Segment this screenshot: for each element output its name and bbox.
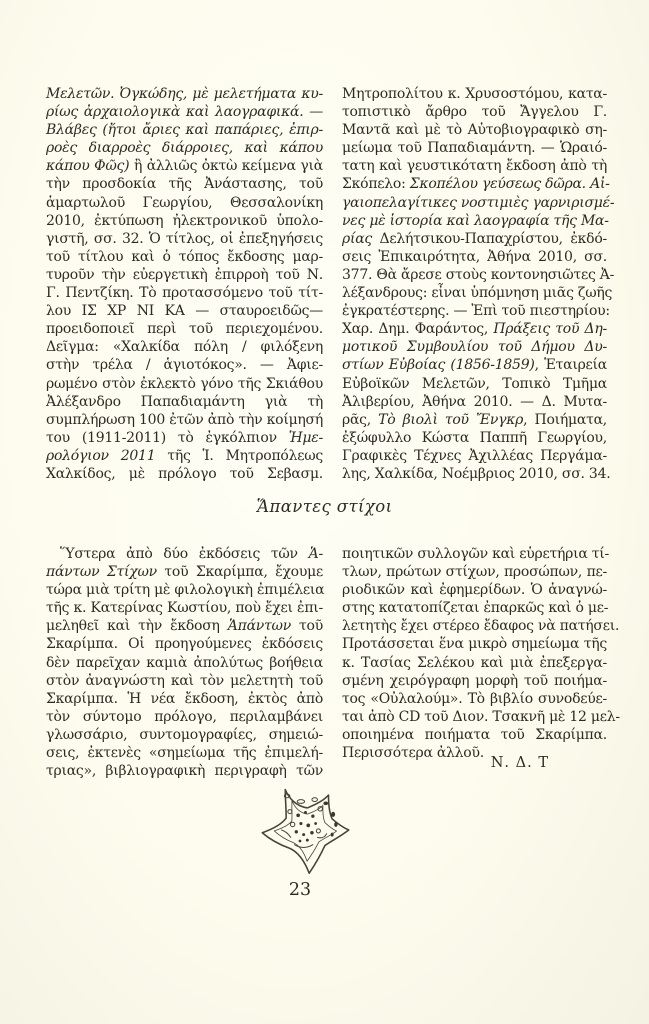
section2-right-column xyxy=(342,545,620,762)
text-segment: οποιημένα ποιήματα τοῦ Σκαρίμπα. xyxy=(342,726,607,743)
text-line xyxy=(342,447,607,465)
text-segment: Προτάσσεται ἕνα μικρὸ σημείωμα τῆς xyxy=(342,636,607,653)
text-segment: Χαλκίδος, μὲ πρόλογο τοῦ Σεβασμ. xyxy=(46,465,323,482)
text-segment: Μητροπολίτου κ. Χρυσοστόμου, κατα- xyxy=(342,86,607,102)
section-heading: Ἅπαντες στίχοι xyxy=(256,497,393,516)
text-line xyxy=(342,465,611,483)
text-line xyxy=(342,599,607,617)
text-line xyxy=(46,212,323,230)
text-segment: τριας», βιβλιογραφικὴ περιγραφὴ τῶν xyxy=(46,763,323,780)
text-line xyxy=(342,157,607,175)
text-line xyxy=(342,356,607,374)
text-line xyxy=(46,617,323,635)
text-line xyxy=(342,212,607,230)
text-line xyxy=(342,690,607,708)
text-line xyxy=(46,429,323,447)
text-segment: Δελήτσικου-Παπαχρίστου, ἐκδό- xyxy=(372,230,607,247)
italic-text-segment: ρολόγιον 2011 xyxy=(46,447,156,464)
text-line xyxy=(342,708,620,726)
text-line xyxy=(46,284,323,302)
text-segment: τὸν σύντομο πρόλογο, περιλαμβάνει xyxy=(46,708,323,725)
text-segment: ἐγκρατέστερης. — Ἐπὶ τοῦ πιεστηρίου: xyxy=(342,303,610,320)
italic-text-segment: πάντων Στίχων xyxy=(46,564,157,581)
text-line xyxy=(46,121,323,139)
text-line xyxy=(46,85,323,103)
text-line xyxy=(46,563,323,581)
text-line xyxy=(342,194,615,212)
text-line xyxy=(46,194,323,212)
text-line xyxy=(46,320,323,338)
text-segment: λης, Χαλκίδα, Νοέμβριος 2010, σσ. 34. xyxy=(342,465,611,482)
text-line xyxy=(342,230,607,248)
text-segment: ρωμένο στὸν ἐκλεκτὸ γόνο τῆς Σκιάθου xyxy=(46,375,323,392)
italic-text-segment: γαιοπελαγίτικες νοστιμιὲς γαρνιρισμέ- xyxy=(342,194,615,211)
text-segment: τοῦ Σκαρίμπα, ἔχουμε xyxy=(156,564,323,581)
text-segment: τοῦ τίτλου καὶ ὁ τόπος ἔκδοσης μαρ- xyxy=(46,248,323,265)
text-segment: τῆς κ. Κατερίνας Κωστίου, ποὺ ἔχει ἐπι- xyxy=(46,600,323,617)
text-line xyxy=(46,465,323,483)
text-line xyxy=(342,175,610,193)
text-line xyxy=(342,121,607,139)
text-line xyxy=(46,356,323,374)
text-line xyxy=(342,726,607,744)
text-segment: ποιητικῶν συλλογῶν καὶ εὑρετήρια τί- xyxy=(342,546,609,562)
text-line xyxy=(342,635,607,653)
text-line xyxy=(342,320,607,338)
text-line xyxy=(46,599,323,617)
text-line xyxy=(46,248,323,266)
italic-text-segment: στίων Εὐβοίας (1856-1859) xyxy=(342,357,535,374)
section1-right-column xyxy=(342,85,615,483)
text-line xyxy=(342,139,607,157)
text-line xyxy=(46,230,323,248)
text-segment: γιστῆ, σσ. 32. Ὁ τίτλος, οἱ ἐπεξηγήσεις xyxy=(46,230,323,247)
text-line xyxy=(46,690,323,708)
text-segment: Χαρ. Δημ. Φαράντος, xyxy=(342,321,494,338)
page-number: 23 xyxy=(288,880,312,900)
text-line xyxy=(46,708,323,726)
italic-text-segment: νες μὲ ἱστορία καὶ λαογραφία τῆς Μα- xyxy=(342,212,609,229)
text-line xyxy=(46,762,323,780)
text-segment: μείωμα τοῦ Παπαδιαμάντη. — Ὡραιό- xyxy=(342,140,607,157)
text-line xyxy=(46,545,323,563)
italic-text-segment: ρίως ἀρχαιολογικὰ καὶ λαογραφικά. — xyxy=(46,104,323,121)
text-segment: Ἀλέξανδρο Παπαδιαμάντη γιὰ τὴ xyxy=(46,393,323,410)
author-initials: Ν. Δ. Τ xyxy=(490,755,549,771)
text-line xyxy=(46,672,323,690)
text-segment: Δεῖγμα: «Χαλκίδα πόλη / φιλόξενη xyxy=(46,339,323,356)
text-segment: Γραφικὲς Τέχνες Ἀχιλλέας Περγάμα- xyxy=(342,447,607,464)
italic-text-segment: Πράξεις τοῦ Δη- xyxy=(493,321,607,338)
text-segment: , Ποιήματα, xyxy=(523,411,607,428)
text-line xyxy=(46,103,323,121)
text-line xyxy=(46,175,323,193)
italic-text-segment: Ἡμε- xyxy=(288,429,323,446)
text-segment: σμένη χειρόγραφη μορφὴ τοῦ ποιήμα- xyxy=(342,672,607,689)
text-line xyxy=(46,157,323,175)
italic-text-segment: Σκοπέλου γεύσεως δῶρα. Αἰ- xyxy=(409,176,610,193)
text-segment: λετητὴς ἔχει στέρεο ἔδαφος νὰ πατήσει. xyxy=(342,618,620,635)
section1-left-column xyxy=(46,85,323,483)
text-segment: ρᾶς, xyxy=(342,411,379,428)
italic-text-segment: ροὲς διαρροὲς διάρροιες, καὶ κάπου xyxy=(46,140,323,157)
text-segment: τατη καὶ γευστικότατη ἔκδοση ἀπὸ τὴ xyxy=(342,158,607,175)
text-line xyxy=(46,654,323,672)
text-segment: τοῦ xyxy=(290,618,323,635)
text-segment: τῆς Ἱ. Μητροπόλεως xyxy=(155,447,323,464)
text-segment: Σκαρίμπα. Οἱ προηγούμενες ἐκδόσεις xyxy=(46,636,323,653)
text-segment: τυροῦν τὴν εὐεργετικὴ ἐπιρροὴ τοῦ Ν. xyxy=(46,266,323,283)
text-line xyxy=(46,726,323,744)
text-line xyxy=(46,393,323,411)
text-line xyxy=(46,302,323,320)
text-segment: Μαντᾶ καὶ μὲ τὸ Αὐτοβιογραφικὸ ση- xyxy=(342,122,607,139)
text-segment: σεις Ἐπικαιρότητα, Ἀθήνα 2010, σσ. xyxy=(342,248,607,265)
text-segment: στὴν τρέλα / ἁγιοτόκος». — Ἀφιε- xyxy=(46,357,323,374)
section2-left-column xyxy=(46,545,323,780)
text-line xyxy=(342,411,607,429)
text-line xyxy=(342,266,615,284)
text-segment: τος «Οὐλαλούμ». Τὸ βιβλίο συνοδεύε- xyxy=(342,690,607,707)
text-line xyxy=(342,248,607,266)
text-line xyxy=(342,672,607,690)
text-segment: Ἀλιβερίου, Ἀθήνα 2010. — Δ. Μυτα- xyxy=(342,393,607,410)
text-segment: Σκόπελο: xyxy=(342,176,410,193)
text-line xyxy=(46,375,323,393)
text-segment: συμπλήρωση 100 ἐτῶν ἀπὸ τὴν κοίμησή xyxy=(46,411,323,428)
text-segment: στης κατατοπίζεται ἐπαρκῶς καὶ ὁ με- xyxy=(342,600,609,617)
text-segment: μεληθεῖ καὶ τὴν ἔκδοση xyxy=(46,618,228,635)
text-segment: τὴν προσδοκία τῆς Ἀνάστασης, τοῦ xyxy=(46,176,323,193)
text-segment: κ. Τασίας Σελέκου καὶ μιὰ ἐπεξεργα- xyxy=(342,654,607,671)
text-line xyxy=(342,429,607,447)
italic-text-segment: μοτικοῦ Συμβουλίου τοῦ Δήμου Δυ- xyxy=(342,339,607,356)
text-line xyxy=(342,563,607,581)
text-segment: 2010, ἐκτύπωση ἠλεκτρονικοῦ ὑπολο- xyxy=(46,212,323,229)
text-line xyxy=(342,85,607,103)
text-segment: τλων, πρώτων στίχων, προσώπων, πε- xyxy=(342,564,607,581)
text-segment: γλωσσάριο, συντομογραφίες, σημειώ- xyxy=(46,726,323,743)
italic-text-segment: ρίας xyxy=(342,230,373,247)
text-segment: Σκαρίμπα. Ἡ νέα ἔκδοση, ἐκτὸς ἀπὸ xyxy=(46,690,323,707)
text-segment: Γ. Πεντζίκη. Τὸ προτασσόμενο τοῦ τίτ- xyxy=(46,285,323,302)
text-segment: λου ΙΣ ΧΡ ΝΙ ΚΑ — σταυροειδῶς— xyxy=(46,303,323,320)
text-line xyxy=(342,302,610,320)
text-line xyxy=(342,284,613,302)
text-line xyxy=(342,654,607,672)
text-segment: ται ἀπὸ CD τοῦ Διον. Τσακνῆ μὲ 12 μελ- xyxy=(342,708,620,725)
text-line xyxy=(342,617,620,635)
text-segment: 377. Θὰ ἄρεσε στοὺς κοντονησιῶτες Ἀ- xyxy=(342,266,615,283)
text-line xyxy=(46,635,323,653)
text-segment: τώρα μιὰ τρίτη μὲ φιλολογικὴ ἐπιμέλεια xyxy=(46,582,325,599)
italic-text-segment: Βλάβες (ἤτοι ἄριες καὶ παπάριες, ἐπιρ- xyxy=(46,122,323,139)
italic-text-segment: Τὸ βιολὶ τοῦ Ἔνγκρ xyxy=(378,411,524,428)
text-line xyxy=(342,393,607,411)
text-line xyxy=(342,338,607,356)
text-segment: Εὐβοϊκῶν Μελετῶν, Τοπικὸ Τμῆμα xyxy=(342,375,607,392)
text-segment: προειδοποιεῖ περὶ τοῦ περιεχομένου. xyxy=(46,321,323,338)
text-line xyxy=(342,581,607,599)
text-line xyxy=(46,266,323,284)
text-line xyxy=(46,447,323,465)
text-segment: Περισσότερα ἀλλοῦ. xyxy=(342,745,484,762)
text-segment: , Ἑταιρεία xyxy=(534,357,607,374)
text-segment: λέξανδρους: εἶναι ὑπόμνηση μιᾶς ζωῆς xyxy=(342,285,613,302)
text-segment: ἢ ἀλλιῶς ὀκτὼ κείμενα γιὰ xyxy=(129,158,323,175)
text-line xyxy=(46,139,323,157)
text-segment: ριοδικῶν καὶ ἐφημερίδων. Ὁ ἀναγνώ- xyxy=(342,582,607,599)
text-segment: ἁμαρτωλοῦ Γεωργίου, Θεσσαλονίκη xyxy=(46,194,323,211)
text-segment: τοπιστικὸ ἄρθρο τοῦ Ἄγγελου Γ. xyxy=(342,104,607,121)
text-line xyxy=(46,411,323,429)
italic-text-segment: Ἁ- xyxy=(308,546,323,562)
text-segment: δὲν παρεῖχαν καμιὰ ἀπολύτως βοήθεια xyxy=(46,654,323,671)
text-segment: του (1911-2011) τὸ ἐγκόλπιον xyxy=(46,429,289,446)
italic-text-segment: Ἁπάντων xyxy=(227,618,291,635)
italic-text-segment: Μελετῶν. Ὀγκώδης, μὲ μελετήματα κυ- xyxy=(46,86,323,102)
text-line xyxy=(46,744,323,762)
starfish-drawing-icon xyxy=(258,784,353,876)
text-segment: ἐξώφυλλο Κώστα Παππῆ Γεωργίου, xyxy=(342,429,607,446)
text-line xyxy=(46,581,323,599)
text-line xyxy=(46,338,323,356)
text-line xyxy=(342,545,607,563)
text-segment: στὸν ἀναγνώστη καὶ τὸν μελετητὴ τοῦ xyxy=(46,672,323,689)
italic-text-segment: κάπου Φῶς) xyxy=(46,158,130,175)
text-line xyxy=(342,375,607,393)
text-line xyxy=(342,103,607,121)
text-segment: Ὕστερα ἀπὸ δύο ἐκδόσεις τῶν xyxy=(60,546,309,562)
text-segment: σεις, ἐκτενὲς «σημείωμα τῆς ἐπιμελή- xyxy=(46,745,323,762)
